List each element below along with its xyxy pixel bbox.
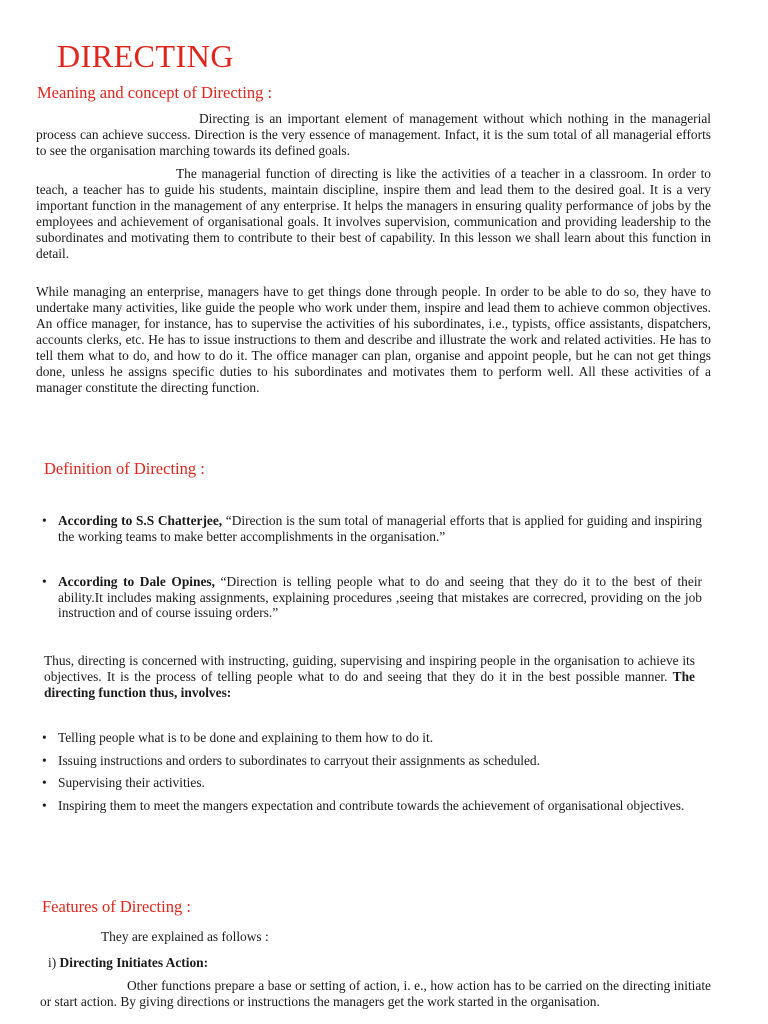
features-heading: Features of Directing : <box>42 897 191 916</box>
feature-item-number: i) <box>48 955 57 970</box>
meaning-paragraph-1 <box>36 111 711 159</box>
involves-item: • Telling people what is to be done and explaining to them how to do it. <box>42 730 702 746</box>
page-title: DIRECTING <box>57 38 234 74</box>
definition-text: “Direction is telling people what to do and seeing that they do it to the best of their ability.It includes making assignments, explaining procedures ,seeing that mistakes are correcred, providing on the job instruction and of course issuing orders.” <box>58 574 703 620</box>
feature-item-text: Other functions prepare a base or setting of action, i. e., how action has to be carried on the directing initiate or start action. By giving directions or instructions the managers get the work started in the organisation. <box>40 978 711 1009</box>
involves-item: • Inspiring them to meet the mangers expectation and contribute towards the achievement of organisational objectives. <box>42 798 702 814</box>
meaning-paragraph-2 <box>36 166 711 262</box>
definition-heading: Definition of Directing : <box>44 459 205 478</box>
definition-item <box>42 513 702 544</box>
feature-item-paragraph <box>40 978 711 1010</box>
involves-item: • Supervising their activities. <box>42 775 702 791</box>
meaning-heading: Meaning and concept of Directing : <box>37 83 273 102</box>
meaning-paragraph-1-text: Directing is an important element of management without which nothing in the managerial process can achieve success. Direction is the very essence of management. Infact, it is the sum total of all managerial efforts to see the organisation marching towards its defined goals. <box>36 111 711 158</box>
definition-list <box>42 513 702 544</box>
features-intro: They are explained as follows : <box>101 929 269 944</box>
definition-author: According to Dale Opines, <box>58 574 215 589</box>
feature-item-title <box>48 955 208 971</box>
definition-author: According to S.S Chatterjee, <box>58 513 223 528</box>
involves-item: • Issuing instructions and orders to subordinates to carryout their assignments as scheduled. <box>42 753 702 769</box>
involves-list <box>42 730 702 813</box>
meaning-paragraph-2-text: The managerial function of directing is like the activities of a teacher in a classroom. In order to teach, a teacher has to guide his students, maintain discipline, inspire them and lead them to the desired goal. It is a very important function in the management of any enterprise. It helps the managers in ensuring quality performance of jobs by the employees and achievement of organisational goals. It involves supervision, communication and providing leadership to the subordinates and motivating them to contribute to their best of capability. In this lesson we shall learn about this function in detail. <box>36 166 711 261</box>
definition-item <box>42 574 702 621</box>
definition-text: “Direction is the sum total of managerial efforts that is applied for guiding and inspiring the working teams to make better accomplishments in the organisation.” <box>58 513 702 544</box>
summary-paragraph <box>44 653 695 701</box>
feature-item-heading: Directing Initiates Action: <box>59 955 209 970</box>
summary-bold-text: The directing function thus, involves: <box>44 669 695 700</box>
definition-list <box>42 574 702 621</box>
meaning-paragraph-3: While managing an enterprise, managers have to get things done through people. In order to be able to do so, they have to undertake many activities, like guide the people who work under them, inspire and lead them to achieve common objectives. An office manager, for instance, has to supervise the activities of his subordinates, i.e., typists, office assistants, dispatchers, accounts clerks, etc. He has to issue instructions to them and describe and illustrate the work and related activities. He has to tell them what to do, and how to do it. The office manager can plan, organise and appoint people, but he can not get things done, unless he assigns specific duties to his subordinates and motivates them to perform well. All these activities of a manager constitute the directing function. <box>36 284 711 395</box>
summary-text: Thus, directing is concerned with instructing, guiding, supervising and inspiring people in the organisation to achieve its objectives. It is the process of telling people what to do and seeing that they do it in the best possible manner. <box>44 653 695 684</box>
